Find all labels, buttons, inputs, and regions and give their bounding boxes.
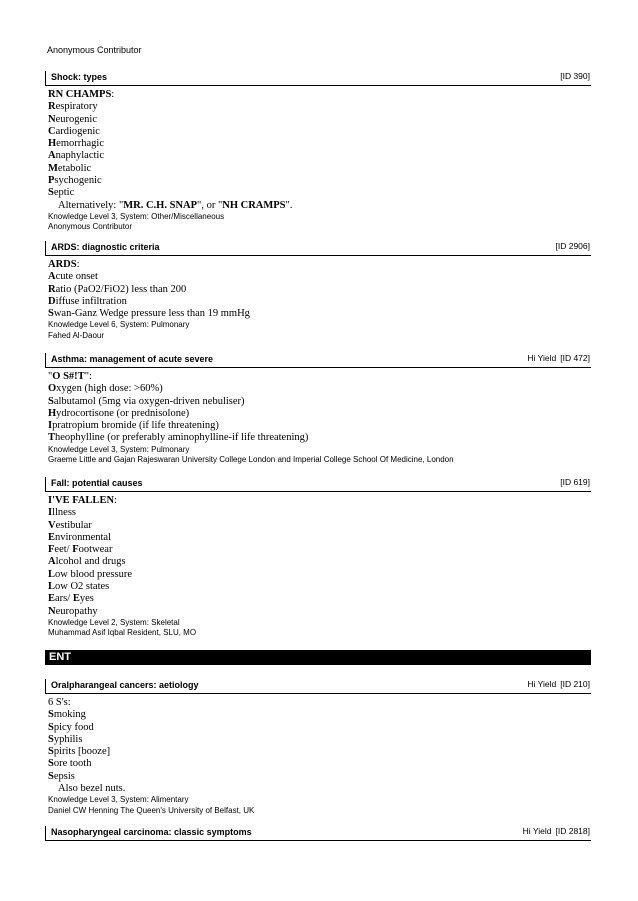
entry-header <box>45 70 591 86</box>
header-marker <box>45 71 46 85</box>
entry-title: Shock: types <box>51 72 108 82</box>
list-item: Neuropathy <box>48 605 98 617</box>
mnemonic-line: "O S#!T": <box>48 371 92 382</box>
mnemonic: RN CHAMPS <box>48 89 112 100</box>
entry-header <box>45 825 591 841</box>
mnemonic: I'VE FALLEN <box>48 495 115 506</box>
list-item: Vestibular <box>48 519 92 531</box>
entry-fall-causes <box>45 476 591 639</box>
contributor: Muhammad Asif Iqbal Resident, SLU, MO <box>48 628 197 638</box>
entry-id: [ID 619] <box>560 477 590 487</box>
knowledge-level: Knowledge Level 6, System: Pulmonary <box>48 320 190 330</box>
list-item: Sore tooth <box>48 758 92 770</box>
hi-yield-badge: Hi Yield <box>522 826 552 836</box>
mnemonic-line: ARDS: <box>48 259 80 270</box>
contributor: Fahed Al-Daour <box>48 330 105 340</box>
list-item: Cardiogenic <box>48 125 100 137</box>
additional-note: Also bezel nuts. <box>58 783 126 795</box>
list-item: Ears/ Eyes <box>48 593 94 605</box>
entry-nasopharyngeal-carcinoma <box>45 825 591 841</box>
list-item: Sepsis <box>48 770 75 782</box>
mnemonic-line: I'VE FALLEN: <box>48 495 117 506</box>
entry-header <box>45 678 591 694</box>
mnemonic: O S#!T <box>52 371 85 382</box>
knowledge-level: Knowledge Level 3, System: Pulmonary <box>48 444 190 454</box>
contributor: Anonymous Contributor <box>48 222 133 232</box>
list-item: Illness <box>48 507 77 519</box>
entry-id: [ID 2906] <box>555 241 590 251</box>
list-item: Low blood pressure <box>48 568 133 580</box>
alternative-note: Alternatively: "MR. C.H. SNAP", or "NH CRAMPS". <box>58 199 293 211</box>
list-item: Hydrocortisone (or prednisolone) <box>48 407 190 419</box>
knowledge-level: Knowledge Level 3, System: Alimentary <box>48 795 189 805</box>
entry-shock-types <box>45 70 591 233</box>
list-item: Spicy food <box>48 721 94 733</box>
list-item: Low O2 states <box>48 581 110 593</box>
entry-header <box>45 476 591 492</box>
entry-header-right <box>519 826 590 836</box>
entry-title: Asthma: management of acute severe <box>51 354 214 364</box>
entry-title: Fall: potential causes <box>51 478 143 488</box>
list-item: Environmental <box>48 531 112 543</box>
hi-yield-badge: Hi Yield <box>527 679 557 689</box>
list-item: Hemorrhagic <box>48 138 104 150</box>
list-item: Feet/ Footwear <box>48 544 113 556</box>
list-item: Neurogenic <box>48 113 97 125</box>
entry-oropharyngeal-cancers <box>45 678 591 816</box>
list-item: Anaphylactic <box>48 150 104 162</box>
entry-header-right <box>523 353 590 363</box>
entry-id: [ID 390] <box>560 71 590 81</box>
list-item: Metabolic <box>48 162 92 174</box>
section-header-ent <box>45 650 591 665</box>
entry-title: Nasopharyngeal carcinoma: classic symptoms <box>51 827 252 837</box>
header-marker <box>45 241 46 255</box>
entry-body <box>45 368 591 466</box>
section-label: ENT <box>49 651 71 663</box>
header-marker <box>45 679 46 693</box>
list-item: Swan-Ganz Wedge pressure less than 19 mmHg <box>48 308 250 320</box>
entry-body <box>45 492 591 639</box>
list-item: Smoking <box>48 709 86 721</box>
entry-header-right <box>523 679 590 689</box>
list-item: Septic <box>48 187 75 199</box>
entry-body <box>45 86 591 233</box>
entry-title: Oralpharangeal cancers: aetiology <box>51 680 199 690</box>
list-item: Respiratory <box>48 101 98 113</box>
list-item: Acute onset <box>48 271 98 283</box>
list-item: Ratio (PaO2/FiO2) less than 200 <box>48 283 187 295</box>
entry-body <box>45 694 591 816</box>
list-item: Ipratropium bromide (if life threatening) <box>48 420 219 432</box>
knowledge-level: Knowledge Level 2, System: Skeletal <box>48 617 180 627</box>
mnemonic-suffix: : <box>111 89 115 100</box>
list-item: Oxygen (high dose: >60%) <box>48 383 163 395</box>
list-item: Salbutamol (5mg via oxygen-driven nebuliser) <box>48 395 245 407</box>
mnemonic: ARDS <box>48 259 77 270</box>
entry-id: [ID 210] <box>560 679 590 689</box>
entry-id: [ID 2818] <box>555 826 590 836</box>
entry-header <box>45 352 591 368</box>
list-item: Syphilis <box>48 733 83 745</box>
knowledge-level: Knowledge Level 3, System: Other/Miscellaneous <box>48 211 225 221</box>
entry-ards-criteria <box>45 240 591 341</box>
header-marker <box>45 353 46 367</box>
list-item: Theophylline (or preferably aminophylline-if life threatening) <box>48 432 309 444</box>
list-item: Alcohol and drugs <box>48 556 126 568</box>
contributor: Daniel CW Henning The Queen's University of Belfast, UK <box>48 805 255 815</box>
header-marker <box>45 826 46 840</box>
hi-yield-badge: Hi Yield <box>527 353 557 363</box>
entry-title: ARDS: diagnostic criteria <box>51 242 160 252</box>
page-contributor: Anonymous Contributor <box>47 45 142 55</box>
list-item: Spirits [booze] <box>48 746 111 758</box>
contributor: Graeme Little and Gajan Rajeswaran University College London and Imperial College School Of Medicine, London <box>48 455 454 465</box>
entry-id: [ID 472] <box>560 353 590 363</box>
entry-asthma-management <box>45 352 591 466</box>
mnemonic-line <box>48 89 591 101</box>
mnemonic-line: 6 S's: <box>48 697 71 708</box>
entry-body <box>45 256 591 341</box>
entry-header <box>45 240 591 256</box>
list-item: Psychogenic <box>48 175 102 187</box>
list-item: Diffuse infiltration <box>48 295 127 307</box>
mnemonic: 6 S's <box>48 697 68 708</box>
header-marker <box>45 477 46 491</box>
